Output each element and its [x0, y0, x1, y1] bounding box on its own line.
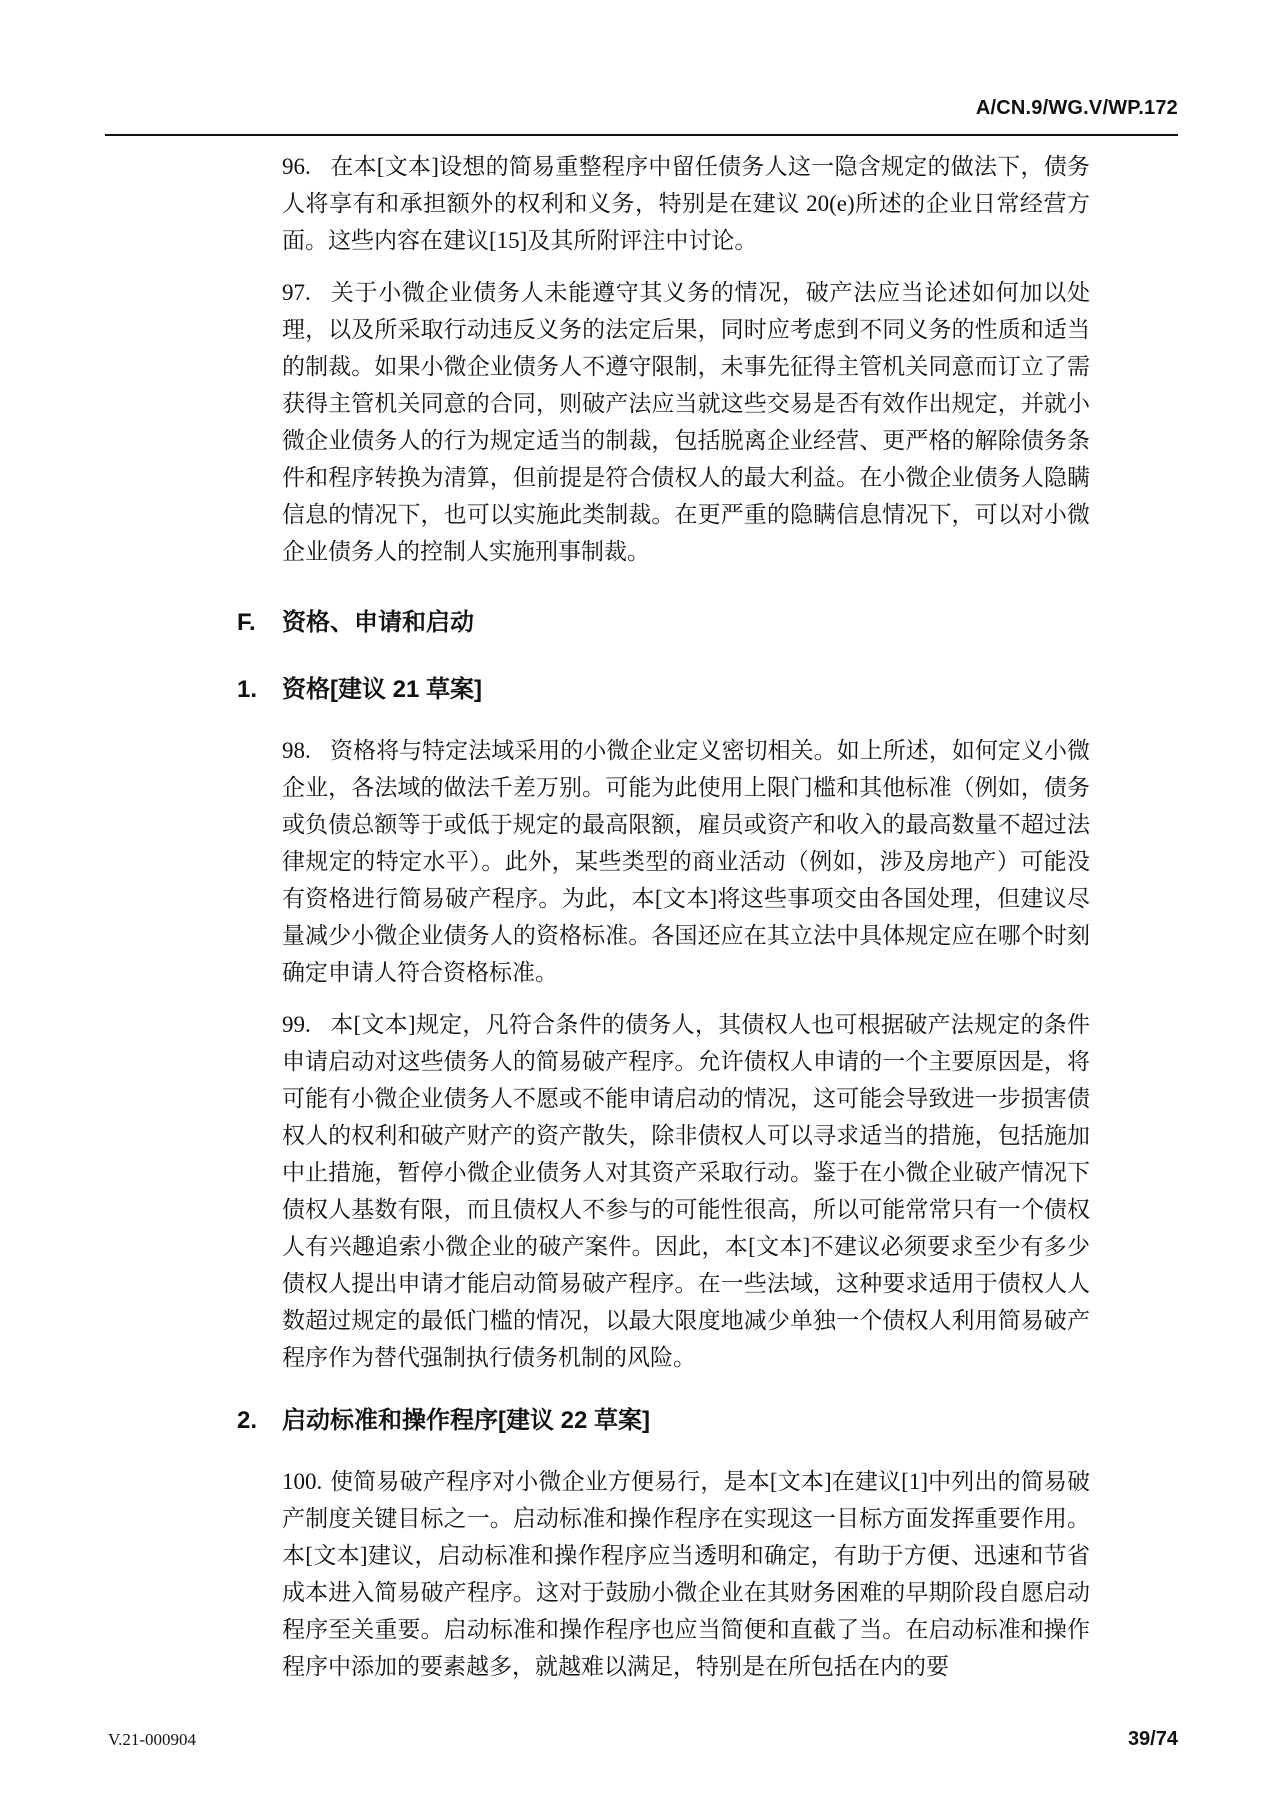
page-number: 39/74: [1127, 1728, 1178, 1750]
subsection-number: 2.: [237, 1407, 258, 1434]
subsection-heading-1: [237, 671, 1090, 708]
subsection-title: 启动标准和操作程序[建议 22 草案]: [282, 1407, 651, 1434]
document-symbol: A/CN.9/WG.V/WP.172: [975, 97, 1178, 119]
paragraph-number: 99.: [282, 1012, 311, 1037]
paragraph-96: [282, 148, 1090, 259]
section-title: 资格、申请和启动: [282, 609, 474, 636]
subsection-title: 资格[建议 21 草案]: [282, 676, 483, 703]
paragraph-99: [282, 1006, 1090, 1376]
paragraph-text: 使简易破产程序对小微企业方便易行，是本[文本]在建议[1]中列出的简易破产制度关键目标之一。启动标准和操作程序在实现这一目标方面发挥重要作用。本[文本]建议，启动标准和操作程序应当透明和确定，有助于方便、迅速和节省成本进入简易破产程序。这对于鼓励小微企业在其财务困难的早期阶段自愿启动程序至关重要。启动标准和操作程序也应当简便和直截了当。在启动标准和操作程序中添加的要素越多，就越难以满足，特别是在所包括在内的要: [282, 1469, 1090, 1679]
paragraph-number: 100.: [282, 1469, 323, 1494]
paragraph-number: 97.: [282, 280, 311, 305]
subsection-number: 1.: [237, 676, 258, 703]
document-body: [237, 148, 1090, 1700]
paragraph-97: [282, 274, 1090, 570]
paragraph-text: 在本[文本]设想的简易重整程序中留任债务人这一隐含规定的做法下，债务人将享有和承担额外的权利和义务，特别是在建议 20(e)所述的企业日常经营方面。这些内容在建议[15]及其所附评注中讨论。: [282, 154, 1090, 253]
section-number: F.: [237, 609, 256, 636]
page-footer: [108, 1728, 1178, 1751]
paragraph-98: [282, 732, 1090, 991]
paragraph-text: 资格将与特定法域采用的小微企业定义密切相关。如上所述，如何定义小微企业，各法域的做法千差万别。可能为此使用上限门槛和其他标准（例如，债务或负债总额等于或低于规定的最高限额，雇员或资产和收入的最高数量不超过法律规定的特定水平）。此外，某些类型的商业活动（例如，涉及房地产）可能没有资格进行简易破产程序。为此，本[文本]将这些事项交由各国处理，但建议尽量减少小微企业债务人的资格标准。各国还应在其立法中具体规定应在哪个时刻确定申请人符合资格标准。: [282, 738, 1090, 985]
paragraph-text: 关于小微企业债务人未能遵守其义务的情况，破产法应当论述如何加以处理，以及所采取行动违反义务的法定后果，同时应考虑到不同义务的性质和适当的制裁。如果小微企业债务人不遵守限制，未事先征得主管机关同意而订立了需获得主管机关同意的合同，则破产法应当就这些交易是否有效作出规定，并就小微企业债务人的行为规定适当的制裁，包括脱离企业经营、更严格的解除债务条件和程序转换为清算，但前提是符合债权人的最大利益。在小微企业债务人隐瞒信息的情况下，也可以实施此类制裁。在更严重的隐瞒信息情况下，可以对小微企业债务人的控制人实施刑事制裁。: [282, 280, 1090, 564]
paragraph-number: 98.: [282, 738, 311, 763]
paragraph-number: 96.: [282, 154, 311, 179]
paragraph-text: 本[文本]规定，凡符合条件的债务人，其债权人也可根据破产法规定的条件申请启动对这些债务人的简易破产程序。允许债权人申请的一个主要原因是，将可能有小微企业债务人不愿或不能申请启动的情况，这可能会导致进一步损害债权人的权利和破产财产的资产散失，除非债权人可以寻求适当的措施，包括施加中止措施，暂停小微企业债务人对其资产采取行动。鉴于在小微企业破产情况下债权人基数有限，而且债权人不参与的可能性很高，所以可能常常只有一个债权人有兴趣追索小微企业的破产案件。因此，本[文本]不建议必须要求至少有多少债权人提出申请才能启动简易破产程序。在一些法域，这种要求适用于债权人人数超过规定的最低门槛的情况，以最大限度地减少单独一个债权人利用简易破产程序作为替代强制执行债务机制的风险。: [282, 1012, 1090, 1370]
job-number: V.21-000904: [108, 1730, 196, 1749]
page-header: [105, 96, 1178, 136]
subsection-heading-2: [237, 1402, 1090, 1439]
section-heading-f: [237, 604, 1090, 641]
paragraph-100: [282, 1463, 1090, 1685]
